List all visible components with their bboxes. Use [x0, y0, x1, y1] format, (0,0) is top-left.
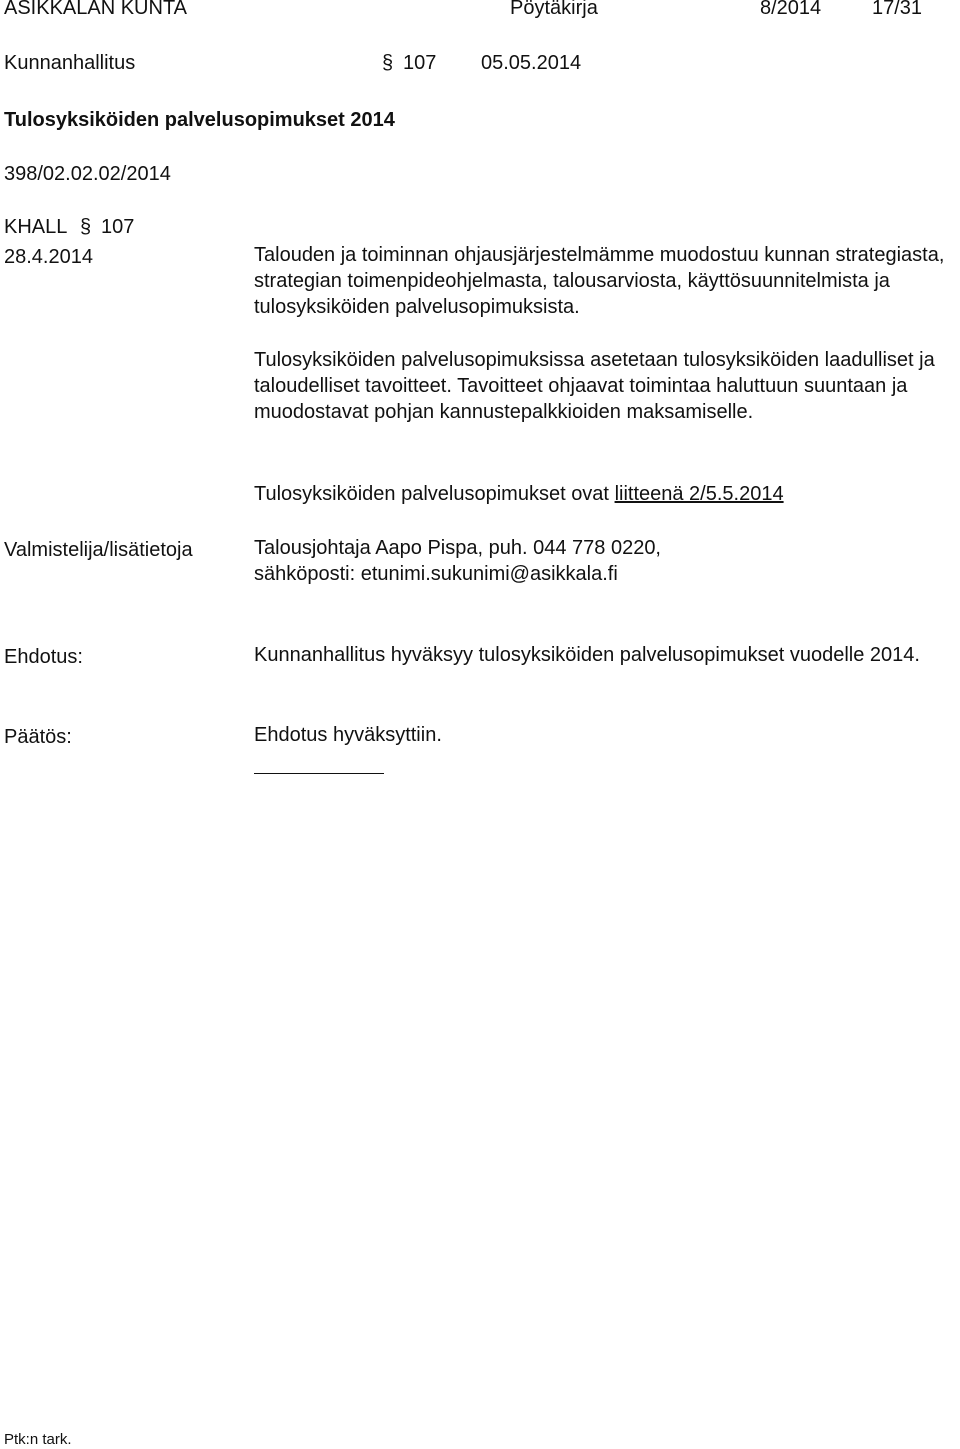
preparer-info [254, 536, 954, 588]
decision-label: Päätös: [4, 726, 72, 748]
attachment-link[interactable]: liitteenä 2/5.5.2014 [614, 483, 784, 505]
meeting-date: 05.05.2014 [481, 52, 582, 74]
paragraph-1-text: Talouden ja toiminnan ohjausjärjestelmämme muodostuu kunnan strategiasta, strategian toimenpideohjelmasta, talousarviosta, käyttösuunnitelmista ja tulosyksiköiden palvelusopimuksista. [254, 244, 945, 318]
decision [254, 723, 954, 749]
paragraph-3-text: Tulosyksiköiden palvelusopimukset ovat [254, 483, 609, 505]
doc-number: 8/2014 [760, 0, 822, 19]
section-sign: § [382, 52, 394, 74]
preparer-line-1: Talousjohtaja Aapo Pispa, puh. 044 778 0220, [254, 537, 661, 559]
prep-section-number: 107 [101, 216, 135, 238]
paragraph-2 [254, 348, 954, 425]
proposal-text: Kunnanhallitus hyväksyy tulosyksiköiden palvelusopimukset vuodelle 2014. [254, 644, 920, 666]
decision-text: Ehdotus hyväksyttiin. [254, 724, 442, 746]
page-title: Tulosyksiköiden palvelusopimukset 2014 [4, 109, 395, 131]
prep-section-sign: § [80, 216, 92, 238]
paragraph-3 [254, 482, 954, 508]
proposal [254, 643, 954, 669]
footer-checker-label: Ptk:n tark. [4, 1431, 72, 1448]
paragraph-2-text: Tulosyksiköiden palvelusopimuksissa asetetaan tulosyksiköiden laadulliset ja taloudelliset tavoitteet. Tavoitteet ohjaavat toimintaa haluttuun suuntaan ja muodostavat pohjan kannustepalkkioiden maksamiselle. [254, 349, 935, 423]
preparer-line-2: sähköposti: etunimi.sukunimi@asikkala.fi [254, 562, 618, 585]
signature-line [254, 773, 384, 774]
page-number: 17/31 [872, 0, 923, 19]
doc-type: Pöytäkirja [510, 0, 598, 19]
meeting-body: Kunnanhallitus [4, 52, 136, 74]
prep-date: 28.4.2014 [4, 246, 93, 268]
org-name: ASIKKALAN KUNTA [4, 0, 188, 19]
paragraph-1 [254, 243, 954, 320]
section-number: 107 [403, 52, 437, 74]
diary-number: 398/02.02.02/2014 [4, 163, 171, 185]
prep-body: KHALL [4, 216, 68, 238]
proposal-label: Ehdotus: [4, 646, 83, 668]
preparer-label: Valmistelija/lisätietoja [4, 539, 193, 561]
